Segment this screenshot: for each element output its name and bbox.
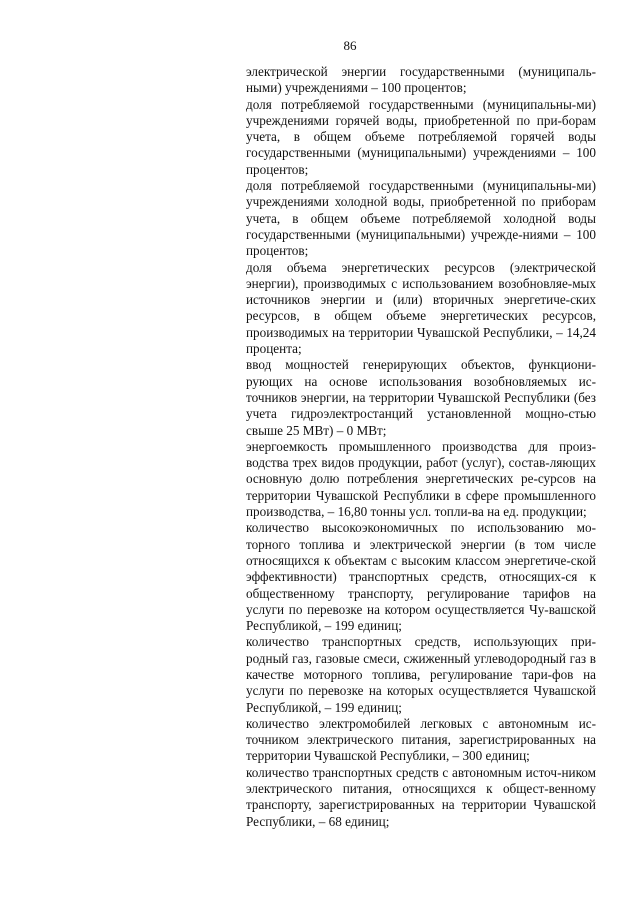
- paragraph: ввод мощностей генерирующих объектов, функциони-рующих на основе использования возобновляемых ис-точников энергии, на территории Чувашской Республики (без учета гидроэлектростанций установленной мощно-стью свыше 25 МВт) – 0 МВт;: [246, 357, 596, 438]
- paragraph: доля объема энергетических ресурсов (электрической энергии), производимых с использованием возобновляе-мых источников энергии и (или) вторичных энергетиче-ских ресурсов, в общем объеме энергетических ресурсов, производимых на территории Чувашской Республики, – 14,24 процента;: [246, 259, 596, 357]
- paragraph: количество высокоэкономичных по использованию мо-торного топлива и электрической энергии (в том числе относящихся к объектам с высоким классом энергетиче-ской эффективности) транспортных средств, относящих-ся к общественному транспорту, регулирование тарифов на услуги по перевозке на котором осуществляется Чу-вашской Республикой, – 199 единиц;: [246, 520, 596, 634]
- paragraph: количество транспортных средств, использующих при-родный газ, газовые смеси, сжиженный углеводородный газ в качестве моторного топлива, регулирование тари-фов на услуги по перевозке на которых осуществляется Чувашской Республикой, – 199 единиц;: [246, 634, 596, 715]
- paragraph: электрической энергии государственными (муниципаль-ными) учреждениями – 100 процентов;: [246, 64, 596, 96]
- page-number: 86: [343, 38, 357, 53]
- paragraph: доля потребляемой государственными (муниципальны-ми) учреждениями горячей воды, приобретенной по при-борам учета, в общем объеме потребляемой горячей воды государственными (муниципальными) учреждениями – 100 процентов;: [246, 96, 596, 177]
- paragraph: количество транспортных средств с автономным источ-ником электрического питания, относящихся к общест-венному транспорту, зарегистрированных на территории Чувашской Республики, – 68 единиц;: [246, 764, 596, 829]
- paragraph: количество электромобилей легковых с автономным ис-точником электрического питания, зарегистрированных на территории Чувашской Республики, – 300 единиц;: [246, 715, 596, 764]
- paragraph: энергоемкость промышленного производства для произ-водства трех видов продукции, работ (услуг), состав-ляющих основную долю потребления энергетических ре-сурсов на территории Чувашской Республики в сфере промышленного производства, – 16,80 тонны усл. топли-ва на ед. продукции;: [246, 438, 596, 520]
- document-body: [246, 64, 596, 830]
- paragraph: доля потребляемой государственными (муниципальны-ми) учреждениями холодной воды, приобретенной по приборам учета, в общем объеме потребляемой холодной воды государственными (муниципальными) учрежде-ниями – 100 процентов;: [246, 178, 596, 259]
